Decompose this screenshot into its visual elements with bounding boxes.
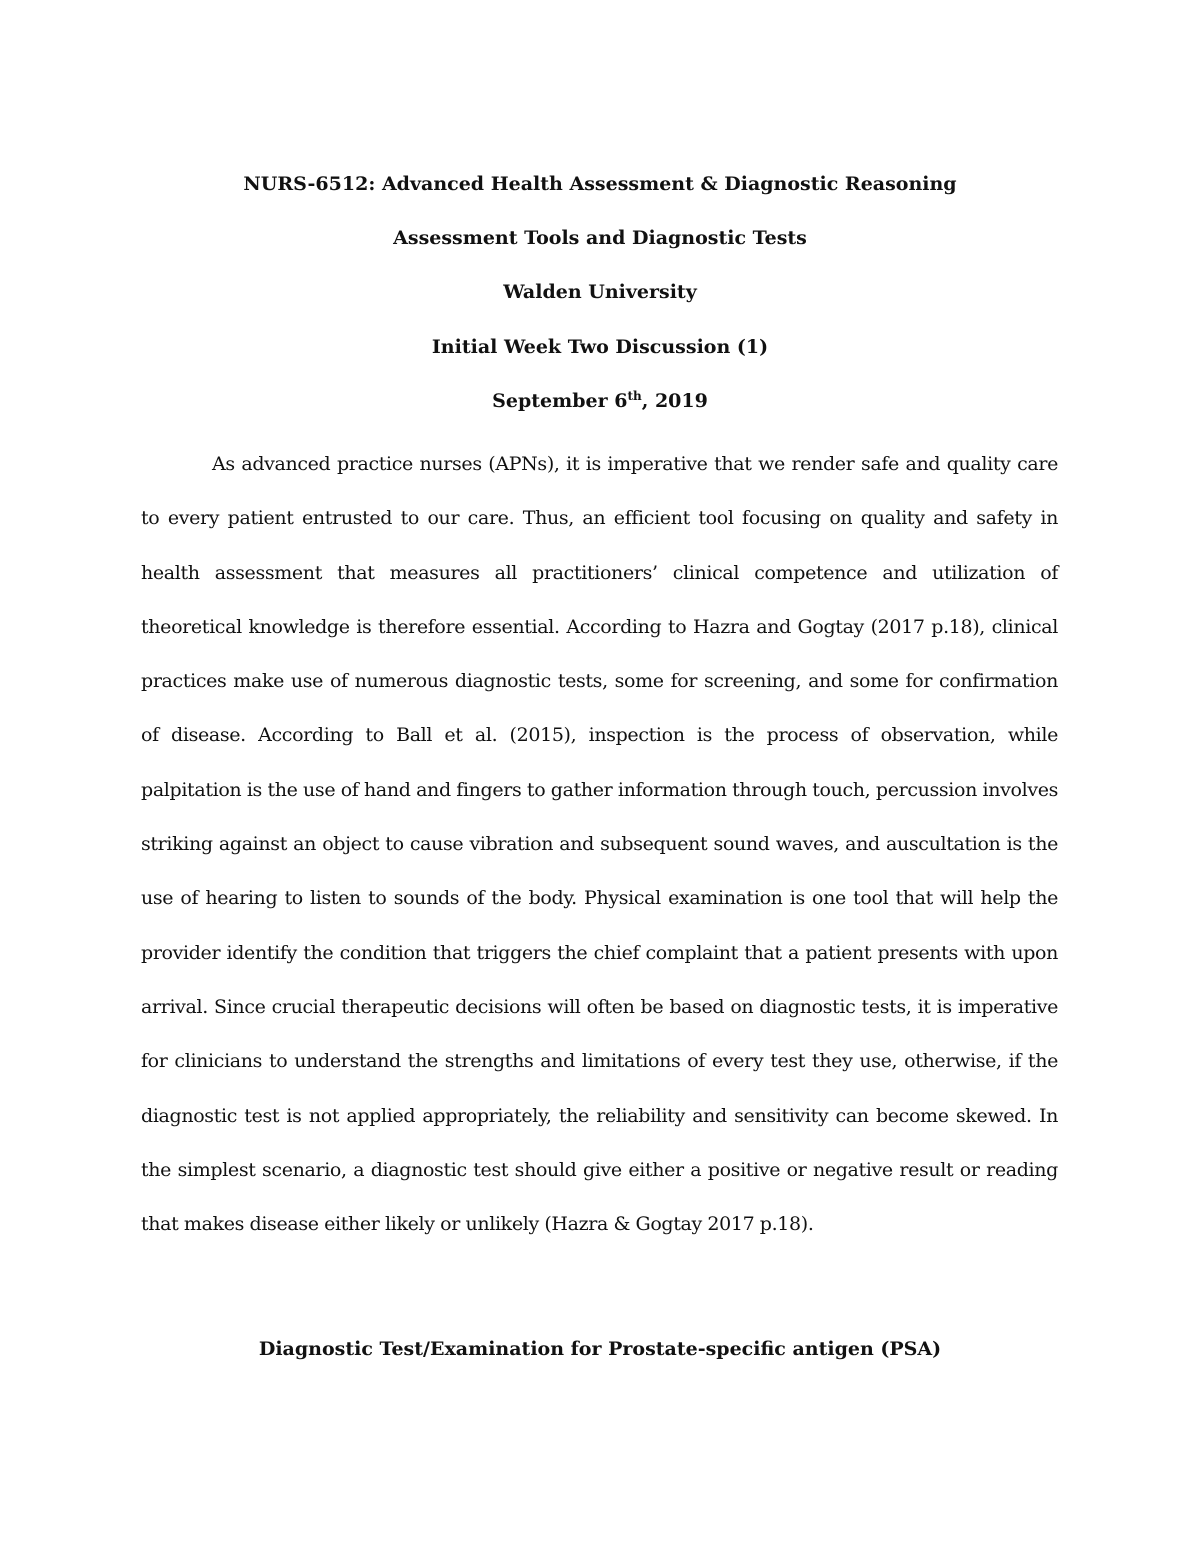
section-heading: Diagnostic Test/Examination for Prostate-specific antigen (PSA) — [258, 1338, 942, 1360]
date-month-day: September 6 — [492, 390, 628, 412]
university-name: Walden University — [503, 281, 697, 303]
discussion-title: Initial Week Two Discussion (1) — [431, 336, 769, 358]
course-title: NURS-6512: Advanced Health Assessment & Diagnostic Reasoning — [243, 173, 957, 195]
document-date — [0, 387, 1200, 415]
date-year: , 2019 — [641, 390, 708, 412]
assignment-title: Assessment Tools and Diagnostic Tests — [393, 227, 807, 249]
body-paragraph: As advanced practice nurses (APNs), it is imperative that we render safe and quality care to every patient entrusted to our care. Thus, an efficient tool focusing on quality and safety in health assessment that measures all practitioners’ clinical competence and utilization of theoretical knowledge is therefore essential. According to Hazra and Gogtay (2017 p.18), clinical practices make use of numerous diagnostic tests, some for screening, and some for confirmation of disease. According to Ball et al. (2015), inspection is the process of observation, while palpitation is the use of hand and fingers to gather information through touch, percussion involves striking against an object to cause vibration and subsequent sound waves, and auscultation is the use of hearing to listen to sounds of the body. Physical examination is one tool that will help the provider identify the condition that triggers the chief complaint that a patient presents with upon arrival. Since crucial therapeutic decisions will often be based on diagnostic tests, it is imperative for clinicians to understand the strengths and limitations of every test they use, otherwise, if the diagnostic test is not applied appropriately, the reliability and sensitivity can become skewed. In the simplest scenario, a diagnostic test should give either a positive or negative result or reading that makes disease either likely or unlikely (Hazra & Gogtay 2017 p.18). — [141, 453, 1058, 1236]
date-ordinal-suffix: th — [627, 389, 642, 403]
